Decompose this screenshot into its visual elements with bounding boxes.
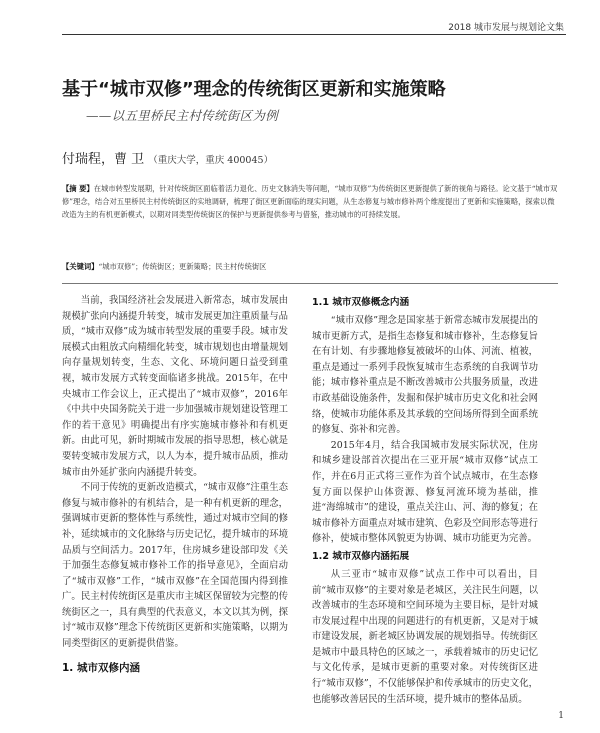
left-column	[62, 293, 288, 678]
abstract	[62, 182, 558, 221]
section-divider	[62, 283, 558, 284]
right-column	[312, 293, 538, 707]
page-number: 1	[558, 711, 564, 721]
keywords-label: 【关键词】	[62, 262, 99, 271]
section-heading-1: 1. 城市双修内涵	[62, 661, 140, 674]
author-names: 付瑞程，曹 卫	[62, 152, 145, 167]
abstract-text: 在城市转型发展期，针对传统街区面临着活力退化、历史文脉消失等问题，“城市双修”为传统街区更新提供了新的视角与路径。论文基于“城市双修”理念，结合对五里桥民主村传统街区的实地调研，梳理了街区更新面临的现实问题，从生态修复与城市修补两个维度提出了更新和实施策略，探索以微改造为主的有机更新模式，以期对同类型传统街区的保护与更新提供参考与借鉴，推动城市的可持续发展。	[62, 184, 558, 220]
subsection-heading-1-1: 1.1 城市双修概念内涵	[312, 297, 410, 308]
body-paragraph: 不同于传统的更新改造模式，“城市双修”注重生态修复与城市修补的有机结合，是一种有机更新的理念，强调城市更新的整体性与系统性，通过对城市空间的修补，延续城市的文化脉络与历史记忆，提升城市的环境品质与空间活力。2017年，住房城乡建设部印发《关于加强生态修复城市修补工作的指导意见》，全面启动了“城市双修”工作，“城市双修”在全国范围内得到推广。民主村传统街区是重庆市主城区保留较为完整的传统街区之一，具有典型的代表意义，本文以其为例，探讨“城市双修”理念下传统街区更新和实施策略，以期为同类型街区的更新提供借鉴。	[62, 482, 288, 650]
abstract-label: 【摘 要】	[62, 184, 94, 193]
authors-line	[62, 148, 562, 167]
header-rule	[62, 34, 566, 35]
author-affiliation: （重庆大学，重庆 400045）	[148, 155, 274, 166]
paper-subtitle: ——以五里桥民主村传统街区为例	[86, 108, 279, 123]
keywords-text: “城市双修”；传统街区；更新策略；民主村传统街区	[98, 262, 267, 271]
paper-title: 基于“城市双修”理念的传统街区更新和实施策略	[62, 79, 446, 100]
running-header: 2018 城市发展与规划论文集	[448, 23, 564, 33]
keywords	[62, 261, 558, 273]
body-paragraph: 当前，我国经济社会发展进入新常态，城市发展由规模扩张向内涵提升转变，城市发展更加注重质量与品质，“城市双修”成为城市转型发展的重要手段。城市发展模式由粗放式向精细化转变，城市规划也由增量规划向存量规划转变，生态、文化、环境问题日益受到重视，城市发展方式转变面临诸多挑战。2015年，在中央城市工作会议上，正式提出了“城市双修”，2016年《中共中央国务院关于进一步加强城市规划建设管理工作的若干意见》明确提出有序实施城市修补和有机更新。由此可见，新时期城市发展的指导思想，核心就是要转变城市发展方式，以人为本，提升城市品质，推动城市由外延扩张向内涵提升转变。	[62, 295, 288, 478]
body-paragraph: 2015年4月，结合我国城市发展实际状况，住房和城乡建设部首次提出在三亚开展“城市双修”试点工作，并在6月正式将三亚作为首个试点城市，在生态修复方面以保护山体资源、修复河流环境为基础，推进“海绵城市”的建设，重点关注山、河、海的修复；在城市修补方面重点对城市建筑、色彩及空间形态等进行修补，使城市整体风貌更为协调、城市功能更为完善。	[312, 439, 538, 545]
body-paragraph: 从三亚市“城市双修”试点工作中可以看出，目前“城市双修”的主要对象是老城区，关注民生问题，以改善城市的生态环境和空间环境为主要目标，是针对城市发展过程中出现的问题进行的有机更新，又是对于城市建设发展，新老城区协调发展的规划指导。传统街区是城市中最具特色的区域之一，承载着城市的历史记忆与文化传承，是城市更新的重要对象。对传统街区进行“城市双修”，不仅能够保护和传承城市的历史文化，也能够改善居民的生活环境，提升城市的整体品质。	[312, 568, 538, 705]
subsection-heading-1-2: 1.2 城市双修内涵拓展	[312, 550, 410, 562]
body-paragraph: “城市双修”理念是国家基于新常态城市发展提出的城市更新方式，是指生态修复和城市修补，生态修复旨在有计划、有步骤地修复被破坏的山体、河流、植被，重点是通过一系列手段恢复城市生态系统的自我调节功能；城市修补重点是不断改善城市公共服务质量，改进市政基础设施条件，发掘和保护城市历史文化和社会网络，使城市功能体系及其承载的空间场所得到全面系统的修复、弥补和完善。	[312, 315, 538, 436]
